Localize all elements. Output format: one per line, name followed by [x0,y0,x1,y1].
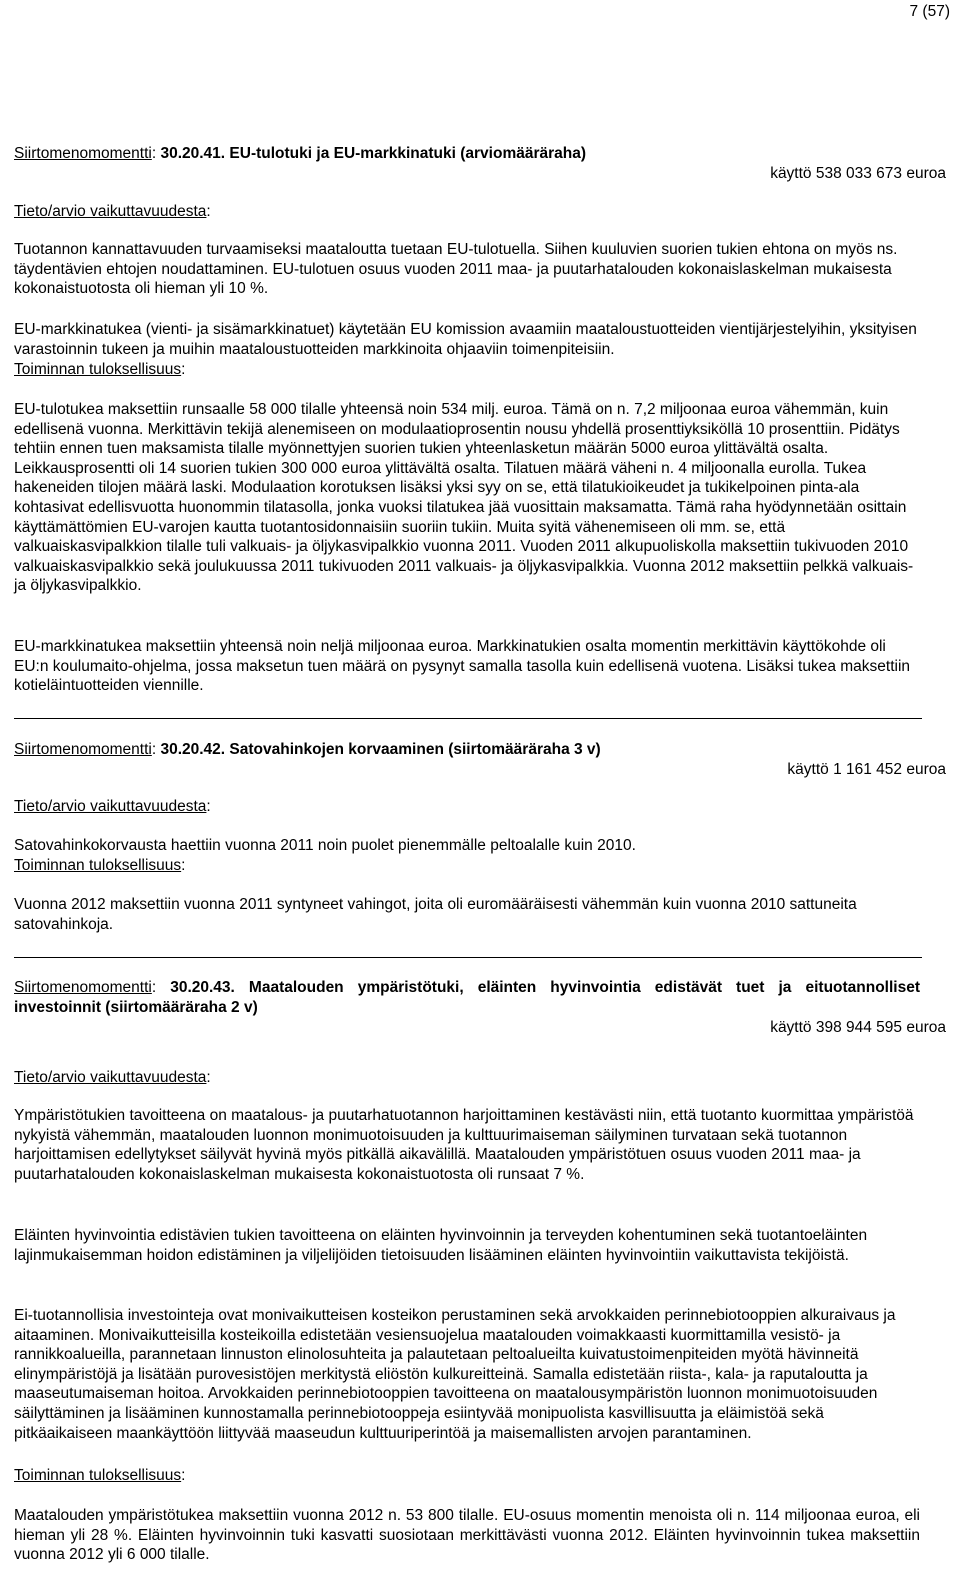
moment-number: 30.20.41. [160,145,226,162]
section-heading-30-20-41: Siirtomenomomentti: 30.20.41. EU-tulotuki ja EU-markkinatuki (arviomääräraha) [14,145,587,162]
moment-label: Siirtomenomomentti [14,145,152,162]
page-number: 7 (57) [909,3,950,20]
impact-heading: Tieto/arvio vaikuttavuudesta: [14,203,211,220]
results-heading: Toiminnan tuloksellisuus: [14,1467,186,1484]
results-label: Toiminnan tuloksellisuus [14,1467,182,1484]
results-paragraph: Maatalouden ympäristötukea maksettiin vuonna 2012 n. 53 800 tilalle. EU-osuus momentin menoista oli n. 114 miljoonaa euroa, eli hieman yli 28 %. Eläinten hyvinvoinnin tuki kasvatti suosiotaan merkittävästi vuonna 2012. Eläinten hyvinvoinnin tukea maksettiin vuonna 2012 yli 6 000 tilalle. [14,1507,920,1564]
impact-paragraph: Ympäristötukien tavoitteena on maatalous- ja puutarhatuotannon harjoittaminen kestävästi niin, että tuotanto kuormittaa ympäristöä nykyistä vähemmän, maatalouden luonnon monimuotoisuuden ja kulttuurimaiseman säilyminen turvataan sekä tuotannon harjoittamisen edellytykset säilyvät hyvinä myös pitkällä aikavälillä. Maatalouden ympäristötuen osuus vuoden 2011 maa- ja puutarhatalouden kokonaislaskelman mukaisesta kokonaistuotosta oli runsaat 7 %. [14,1107,914,1183]
impact-heading: Tieto/arvio vaikuttavuudesta: [14,1069,211,1086]
section-title: EU-tulotuki ja EU-markkinatuki (arviomääräraha) [229,145,587,162]
results-paragraph: EU-tulotukea maksettiin runsaalle 58 000 tilalle yhteensä noin 534 milj. euroa. Tämä on n. 7,2 miljoonaa euroa vähemmän, kuin edellisenä vuonna. Merkittävin tekijä alenemiseen on modulaatioprosentin nousu yhdellä prosenttiyksiköllä 10 prosenttiin. Pidätys tehtiin ennen tuen maksamista tilalle myönnettyjen suorien tukien yhteenlasketun määrän 5000 euroa ylittävältä osalta. Leikkausprosentti oli 14 suorien tukien 300 000 euroa ylittävältä osalta. Tilatuen määrä väheni n. 4 miljoonalla eurolla. Tukea hakeneiden tilojen määrä laski. Modulaation korotuksen lisäksi yksi syy on se, että tilatukioikeudet ja tukikelpoinen pinta-ala kohtasivat edellisvuotta huonommin tilatasolla, jonka vuoksi tilatukea jää vuosittain maksamatta. Tämä raha hyödynnetään osittain käyttämättömien EU-varojen kautta tuotantosidonnaisiin suoriin tukiin. Muita syitä vähenemiseen oli mm. se, että valkuaiskasvipalkkion tilalle tuli valkuais- ja öljykasvipalkkio vuonna 2011. Vuoden 2011 alkupuoliskolla maksettiin tukivuoden 2010 valkuaiskasvipalkkio sekä joulukuussa 2011 tukivuoden 2011 valkuais- ja öljykasvipalkkia. Vuonna 2012 maksettiin pelkkä valkuais- ja öljykasvipalkkio. [14,401,914,595]
section-heading-30-20-43: Siirtomenomomentti: 30.20.43. Maatalouden ympäristötuki, eläinten hyvinvointia edistävät tuet ja eituotannolliset investoinnit (siirtomääräraha 2 v) [14,979,921,1016]
usage-amount: käyttö 398 944 595 euroa [770,1019,946,1036]
moment-number: 30.20.43. [170,979,235,996]
results-paragraph: Vuonna 2012 maksettiin vuonna 2011 syntyneet vahingot, joita oli euromääräisesti vähemmän kuin vuonna 2010 sattuneita satovahinkoja. [14,896,857,933]
results-label: Toiminnan tuloksellisuus [14,361,182,378]
impact-heading: Tieto/arvio vaikuttavuudesta: [14,798,211,815]
results-paragraph: EU-markkinatukea maksettiin yhteensä noin neljä miljoonaa euroa. Markkinatukien osalta momentin merkittävin käyttökohde oli EU:n koulumaito-ohjelma, jossa maksetun tuen määrä on pysynyt samalla tasolla kuin edellisenä vuotena. Lisäksi tukea maksettiin kotieläintuotteiden viennille. [14,638,911,695]
impact-paragraph: Satovahinkokorvausta haettiin vuonna 2011 noin puolet pienemmälle peltoalalle kuin 2010. [14,837,636,854]
moment-label: Siirtomenomomentti [14,979,152,996]
section-heading-30-20-42: Siirtomenomomentti: 30.20.42. Satovahinkojen korvaaminen (siirtomääräraha 3 v) [14,741,601,758]
section-divider [14,718,922,719]
impact-paragraph: Eläinten hyvinvointia edistävien tukien tavoitteena on eläinten hyvinvoinnin ja terveyden kohentuminen sekä tuotantoeläinten lajinmukaisemman hoidon edistäminen ja viljelijöiden tietoisuuden lisääminen eläinten hyvinvointiin vaikuttavista tekijöistä. [14,1227,868,1264]
moment-number: 30.20.42. [160,741,226,758]
results-heading: Toiminnan tuloksellisuus: [14,857,186,874]
moment-label: Siirtomenomomentti [14,741,152,758]
results-heading: Toiminnan tuloksellisuus: [14,361,186,378]
section-title: Satovahinkojen korvaaminen (siirtomääräraha 3 v) [229,741,601,758]
impact-label: Tieto/arvio vaikuttavuudesta [14,798,207,815]
section-title: Maatalouden ympäristötuki, eläinten hyvinvointia edistävät tuet ja eituotannolliset investoinnit (siirtomääräraha 2 v) [14,979,921,1016]
usage-amount: käyttö 1 161 452 euroa [787,761,946,778]
section-divider [14,957,922,958]
impact-paragraph: EU-markkinatukea (vienti- ja sisämarkkinatuet) käytetään EU komission avaamiin maataloustuotteiden vientijärjestelyihin, yksityisen varastoinnin tukeen ja muihin maataloustuotteiden markkinoita ohjaaviin toimenpiteisiin. [14,321,917,358]
usage-amount: käyttö 538 033 673 euroa [770,165,946,182]
impact-paragraph: Tuotannon kannattavuuden turvaamiseksi maataloutta tuetaan EU-tulotuella. Siihen kuuluvien suorien tukien ehtona on myös ns. täydentävien ehtojen noudattaminen. EU-tulotuen osuus vuoden 2011 maa- ja puutarhatalouden kokonaislaskelman mukaisesta kokonaistuotosta oli hieman yli 10 %. [14,241,898,298]
impact-label: Tieto/arvio vaikuttavuudesta [14,203,207,220]
results-label: Toiminnan tuloksellisuus [14,857,182,874]
impact-paragraph: Ei-tuotannollisia investointeja ovat monivaikutteisen kosteikon perustaminen sekä arvokkaiden perinnebiotooppien alkuraivaus ja aitaaminen. Monivaikutteisilla kosteikoilla edistetään vesiensuojelua maatalouden voimakkaasti kuormittamilla vesistö- ja rannikkoalueilla, parannetaan linnuston elinolosuhteita ja palautetaan peltoalueilta kuivatustoimenpiteiden myötä hävinneitä elinympäristöjä ja lisätään purovesistöjen merkitystä eliöstön kulkureitteinä. Samalla edistetään riista-, kala- ja raputaloutta ja maaseutumaiseman hoitoa. Arvokkaiden perinnebiotooppien tavoitteena on maatalousympäristön luonnon monimuotoisuuden säilyttäminen ja lisääminen kunnostamalla perinnebiotooppeja esiintyvää monipuolista kasvillisuutta ja eläimistöä sekä pitkäaikaiseen maankäyttöön liittyvää maaseudun kulttuuriperintöä ja maisemallisten arvojen parantaminen. [14,1307,896,1442]
impact-label: Tieto/arvio vaikuttavuudesta [14,1069,207,1086]
